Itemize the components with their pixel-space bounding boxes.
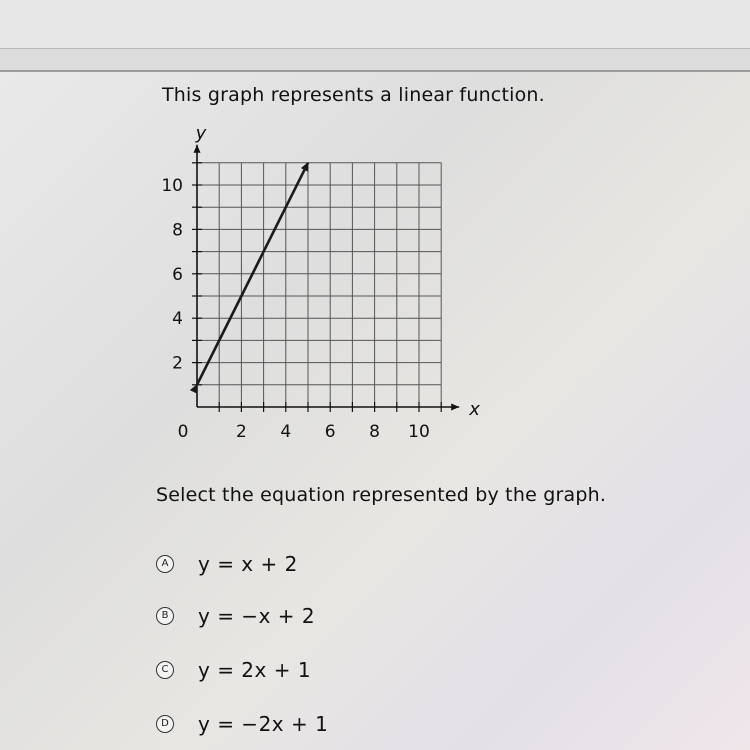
x-tick-label: 0 — [177, 422, 189, 442]
y-axis-label: y — [195, 122, 207, 144]
choice-b-radio[interactable]: B — [156, 607, 174, 625]
choice-a-radio[interactable]: A — [156, 555, 174, 573]
y-tick-label: 2 — [172, 353, 183, 374]
x-tick-label: 2 — [235, 422, 247, 442]
question-prompt: This graph represents a linear function. — [162, 84, 545, 106]
choice-c-radio[interactable]: C — [156, 661, 174, 679]
choice-b-label: y = −x + 2 — [198, 604, 316, 628]
choice-a[interactable] — [156, 550, 298, 578]
y-tick-label: 8 — [172, 220, 183, 241]
choice-d-label: y = −2x + 1 — [198, 712, 329, 736]
x-axis-label: x — [469, 399, 480, 420]
choice-a-label: y = x + 2 — [198, 552, 298, 576]
x-tick-label: 6 — [324, 422, 336, 442]
choice-b[interactable] — [156, 602, 315, 630]
choice-c[interactable] — [156, 656, 311, 684]
y-tick-label: 6 — [172, 264, 183, 285]
linear-function-graph — [150, 122, 480, 445]
choice-d[interactable] — [156, 710, 328, 738]
top-bar — [0, 0, 750, 49]
question-text: Select the equation represented by the graph. — [156, 484, 607, 506]
choice-d-radio[interactable]: D — [156, 715, 174, 733]
x-tick-label: 8 — [369, 422, 381, 442]
x-tick-label: 4 — [280, 422, 292, 442]
choice-c-label: y = 2x + 1 — [198, 658, 312, 682]
x-tick-label: 10 — [408, 422, 430, 442]
y-tick-label: 4 — [172, 309, 183, 330]
y-tick-label: 10 — [161, 176, 183, 196]
